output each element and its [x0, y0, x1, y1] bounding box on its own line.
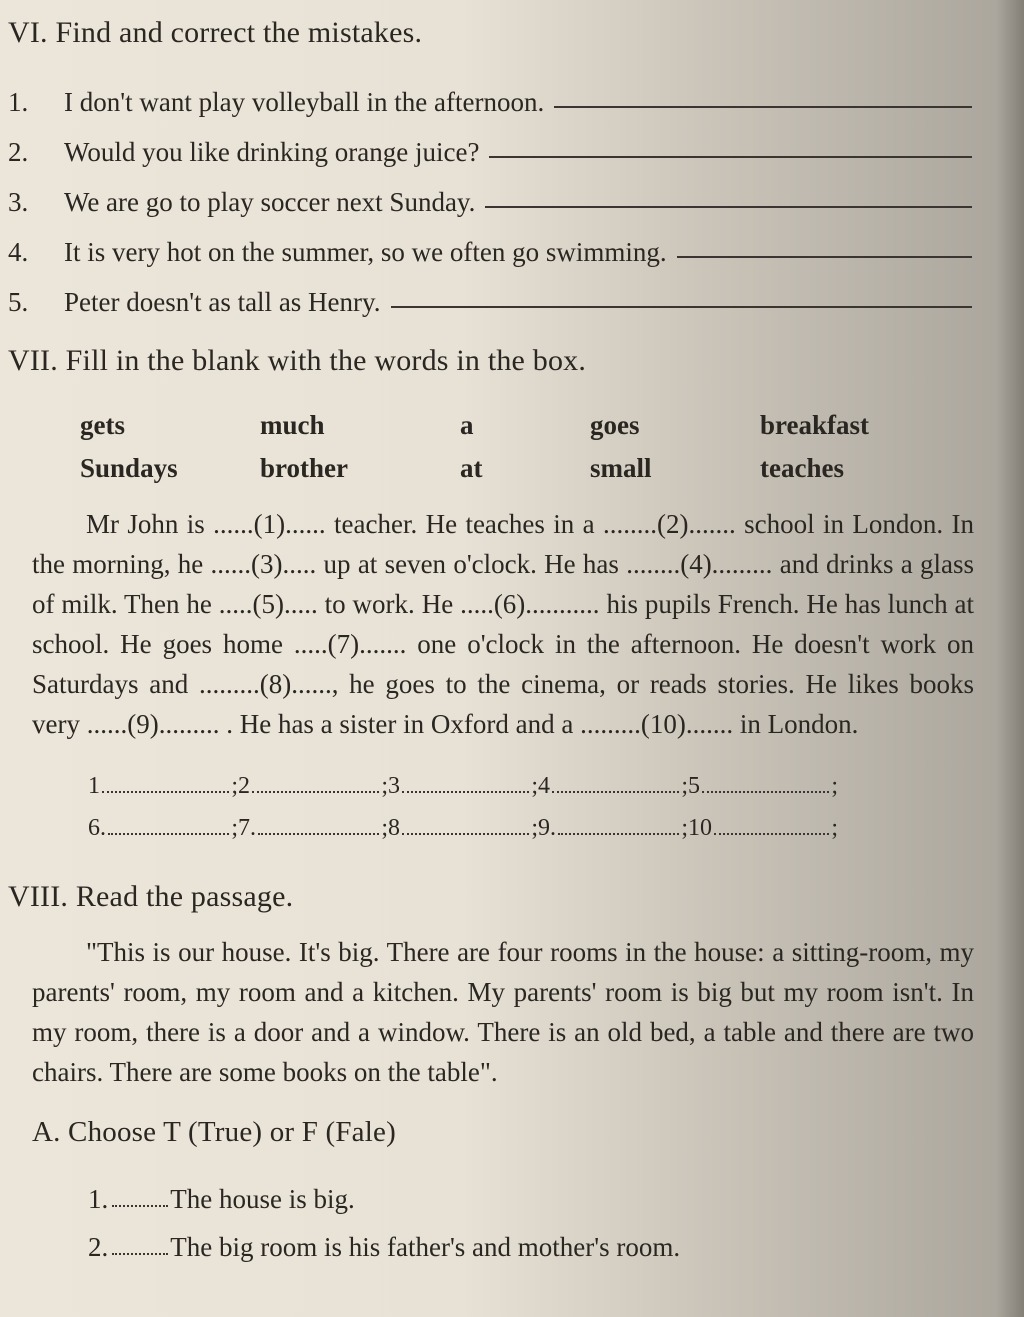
answer-cell[interactable]: 4 ;: [538, 773, 688, 799]
tf-number: 1.: [88, 1184, 109, 1214]
section-vi-title: VI. Find and correct the mistakes.: [8, 16, 423, 49]
word-box-item: a: [460, 410, 474, 440]
mistake-item: [8, 68, 984, 118]
answer-number: 1: [88, 773, 100, 799]
tf-answer-blank[interactable]: [112, 1253, 168, 1255]
mistakes-list: [8, 68, 984, 318]
word-box-item: much: [260, 410, 325, 440]
answer-cell[interactable]: 3 ;: [388, 773, 538, 799]
item-text: It is very hot on the summer, so we often go swimming.: [64, 237, 667, 267]
answer-number: 6.: [88, 815, 106, 841]
fill-blank-passage: [32, 504, 984, 744]
word-box-item: small: [590, 453, 652, 483]
answer-blank[interactable]: [677, 256, 972, 258]
answer-number: 2: [238, 773, 250, 799]
section-viii-title: VIII. Read the passage.: [8, 880, 294, 913]
answer-blank[interactable]: [485, 206, 972, 208]
part-a-title: A. Choose T (True) or F (Fale): [32, 1116, 396, 1148]
answer-number: 5: [688, 773, 700, 799]
answer-cell[interactable]: 8 ;: [388, 815, 538, 841]
answer-blank[interactable]: [489, 156, 972, 158]
word-box-item: teaches: [760, 453, 844, 483]
item-text: Peter doesn't as tall as Henry.: [64, 287, 381, 317]
answer-row: [88, 800, 984, 842]
answer-number: 7.: [238, 815, 256, 841]
item-number: 3.: [8, 187, 29, 217]
answer-cell[interactable]: 5 ;: [688, 773, 838, 799]
tf-answer-blank[interactable]: [112, 1205, 168, 1207]
word-box-item: goes: [590, 410, 640, 440]
answer-cell[interactable]: 7. ;: [238, 815, 388, 841]
answer-cell[interactable]: 6. ;: [88, 815, 238, 841]
answer-cell[interactable]: 10 ;: [688, 815, 838, 841]
answer-grid: [88, 758, 984, 842]
section-vii-title: VII. Fill in the blank with the words in the box.: [8, 344, 587, 377]
tf-item: [88, 1215, 984, 1263]
tf-number: 2.: [88, 1232, 109, 1262]
item-number: 4.: [8, 237, 29, 267]
word-box-item: at: [460, 453, 483, 483]
answer-number: 3: [388, 773, 400, 799]
reading-passage-text: "This is our house. It's big. There are four rooms in the house: a sitting-room, my parents' room, my room and a kitchen. My parents' room is big but my room isn't. In my room, there is a door and a window. There is an old bed, a table and there are two chairs. There are some books on the table".: [32, 937, 974, 1087]
answer-row: [88, 758, 984, 800]
answer-cell[interactable]: 1 ;: [88, 773, 238, 799]
answer-number: 9.: [538, 815, 556, 841]
tf-statement: The big room is his father's and mother's room.: [170, 1232, 681, 1262]
item-text: Would you like drinking orange juice?: [64, 137, 480, 167]
page-shadow: [996, 0, 1024, 1317]
item-text: We are go to play soccer next Sunday.: [64, 187, 476, 217]
word-box-item: Sundays: [80, 453, 178, 483]
mistake-item: [8, 218, 984, 268]
answer-number: 4: [538, 773, 550, 799]
answer-number: 8: [388, 815, 400, 841]
fill-blank-passage-text: Mr John is ......(1)...... teacher. He teaches in a ........(2)....... school in London. In the morning, he ......(3)..... up at seven o'clock. He has ........(4)......... and drinks a glass of milk. Then he .....(5)..... to work. He .....(6)........... his pupils French. He has lunch at school. He goes home .....(7)....... one o'clock in the afternoon. He doesn't work on Saturdays and .........(8)......, he goes to the cinema, or reads stories. He likes books very ......(9)......... . He has a sister in Oxford and a .........(10)....... in London.: [32, 509, 974, 739]
item-number: 2.: [8, 137, 29, 167]
word-box: [8, 396, 984, 504]
mistake-item: [8, 118, 984, 168]
tf-statement: The house is big.: [170, 1184, 355, 1214]
answer-blank[interactable]: [554, 106, 972, 108]
answer-number: 10: [688, 815, 712, 841]
answer-cell[interactable]: 2 ;: [238, 773, 388, 799]
answer-cell[interactable]: 9. ;: [538, 815, 688, 841]
tf-item: [88, 1167, 984, 1215]
word-box-item: brother: [260, 453, 348, 483]
item-number: 1.: [8, 87, 29, 117]
word-box-item: gets: [80, 410, 125, 440]
word-box-item: breakfast: [760, 410, 870, 440]
item-number: 5.: [8, 287, 29, 317]
true-false-list: [88, 1167, 984, 1263]
reading-passage: [32, 932, 984, 1092]
answer-blank[interactable]: [391, 306, 972, 308]
mistake-item: [8, 268, 984, 318]
item-text: I don't want play volleyball in the afternoon.: [64, 87, 545, 117]
mistake-item: [8, 168, 984, 218]
